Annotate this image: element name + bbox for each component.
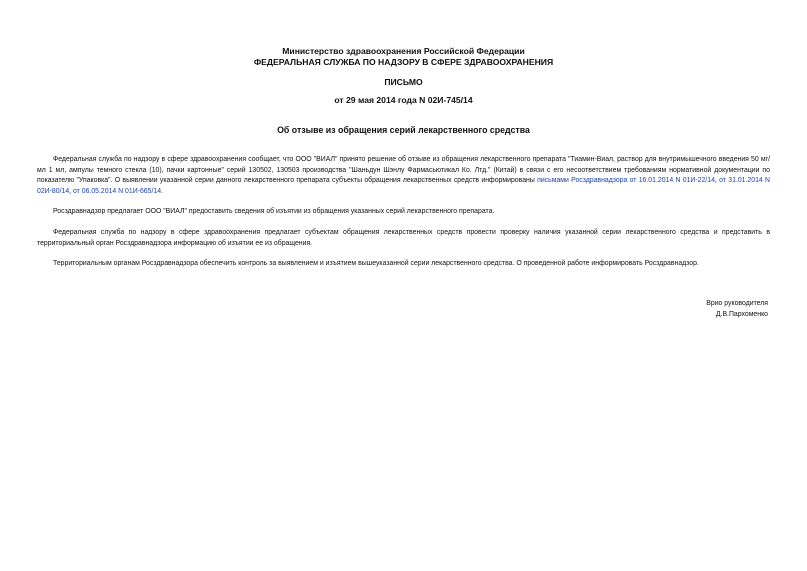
document-type: ПИСЬМО (384, 77, 423, 87)
paragraph-1-end: . (161, 187, 163, 195)
paragraph-1-text: Федеральная служба по надзору в сфере здравоохранения сообщает, что ООО "ВИАЛ" принято решение об отзыве из обращения лекарственного препарата "Тиамин-Виал, раствор для внутримышечного введения 50 мг/мл 1 мл, ампулы темного стекла (10), пачки картонные" серий 130502, 130503 производства "Шаньдун Шэнлу Фармасьютикал Ко. Лтд." (Китай) в связи с его несоответствием требованиям нормативной документации по показателю "Упаковка". О выявлении указанной серии данного лекарственного препарата субъекты обращения лекарственных средств информированы (37, 156, 770, 185)
document-date-number: от 29 мая 2014 года N 02И-745/14 (334, 95, 473, 105)
letter-link-31-01-2014[interactable]: от 31.01.2014 N 02И-80/14 (37, 177, 770, 195)
letter-link-16-01-2014[interactable]: письмами Росздравнадзора от 16.01.2014 N 01И-22/14 (537, 177, 715, 185)
link-separator: , (69, 187, 73, 195)
paragraph-2: Росздравнадзор предлагает ООО "ВИАЛ" предоставить сведения об изъятии из обращения указанных серий лекарственного препарата. (53, 208, 495, 215)
document-subject: Об отзыве из обращения серий лекарственного средства (277, 125, 530, 135)
paragraph-4: Территориальным органам Росздравнадзора обеспечить контроль за выявлением и изъятием вышеуказанной серии лекарственного средства. О проведенной работе информировать Росздравнадзор. (53, 260, 699, 267)
link-separator: , (714, 177, 720, 185)
paragraph-1 (37, 155, 770, 197)
signatory-position: Врио руководителя (706, 300, 768, 307)
ministry-title: Министерство здравоохранения Российской Федерации (282, 46, 525, 56)
paragraph-3: Федеральная служба по надзору в сфере здравоохранения предлагает субъектам обращения лекарственных средств провести проверку наличия указанной серии лекарственного средства и представить в территориальный орган Росздравнадзора информацию об изъятии ее из обращения. (37, 229, 770, 247)
service-title: ФЕДЕРАЛЬНАЯ СЛУЖБА ПО НАДЗОРУ В СФЕРЕ ЗДРАВООХРАНЕНИЯ (253, 57, 554, 67)
signatory-name: Д.В.Пархоменко (715, 311, 768, 318)
letter-link-06-05-2014[interactable]: от 06.05.2014 N 01И-665/14 (73, 187, 162, 195)
